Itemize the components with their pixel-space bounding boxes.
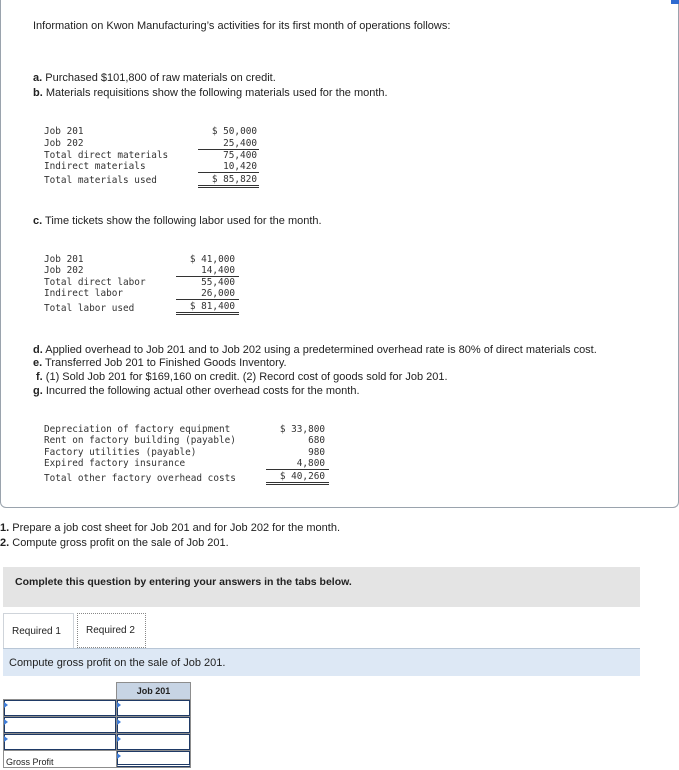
- item-d-letter: d.: [33, 344, 43, 356]
- table-header-blank: [4, 683, 117, 700]
- tab-required-1-label: Required 1: [12, 625, 61, 637]
- table-column-header: Job 201: [117, 683, 191, 700]
- item-a: [33, 72, 276, 84]
- materials-value: $ 50,000: [211, 126, 257, 137]
- item-g: [33, 385, 360, 397]
- gross-profit-field[interactable]: [117, 751, 190, 767]
- item-c: [33, 215, 322, 227]
- gross-profit-label: Gross Profit: [4, 751, 117, 768]
- item-f-text: (1) Sold Job 201 for $169,160 on credit. (2) Record cost of goods sold for Job 201.: [42, 371, 448, 383]
- prompt-text: Compute gross profit on the sale of Job 201.: [9, 656, 226, 669]
- item-d-text: Applied overhead to Job 201 and to Job 202 using a predetermined overhead rate is 80% of direct materials cost.: [42, 344, 597, 356]
- row-label-input[interactable]: [4, 717, 117, 734]
- overhead-value: 4,800: [266, 458, 329, 470]
- materials-total-value: $ 85,820: [198, 174, 259, 188]
- question-1-number: 1.: [0, 522, 10, 534]
- labor-label: Indirect labor: [44, 288, 124, 299]
- labor-total-label: Total labor used: [44, 303, 135, 314]
- question-2-text: Compute gross profit on the sale of Job 201.: [9, 537, 229, 549]
- materials-value: 10,420: [198, 161, 259, 173]
- item-e-letter: e.: [33, 357, 43, 369]
- overhead-label: Depreciation of factory equipment: [44, 424, 231, 435]
- item-b-letter: b.: [33, 87, 43, 99]
- row-label-input[interactable]: [4, 700, 117, 717]
- table-row-gross-profit: [4, 751, 191, 768]
- labor-label: Job 202: [44, 265, 84, 276]
- item-a-text: Purchased $101,800 of raw materials on credit.: [42, 72, 276, 84]
- labor-value: $ 41,000: [189, 254, 235, 265]
- overhead-label: Expired factory insurance: [44, 458, 186, 469]
- tab-required-2-label: Required 2: [86, 625, 135, 636]
- materials-label: Job 201: [44, 126, 84, 137]
- row-value-field[interactable]: [117, 734, 190, 750]
- row-label-field[interactable]: [4, 717, 116, 733]
- row-value-input[interactable]: [117, 700, 191, 717]
- item-b-text: Materials requisitions show the following materials used for the month.: [42, 87, 388, 99]
- labor-total-value: $ 81,400: [176, 301, 239, 315]
- materials-label: Indirect materials: [44, 161, 146, 172]
- item-f-letter: f.: [36, 371, 43, 383]
- labor-label: Total direct labor: [44, 277, 146, 288]
- item-b: [33, 87, 388, 99]
- row-label-field[interactable]: [4, 700, 116, 716]
- materials-value: 25,400: [198, 138, 259, 150]
- materials-total-label: Total materials used: [44, 175, 157, 186]
- overhead-value: $ 33,800: [279, 424, 325, 435]
- table-header-row: [4, 683, 191, 700]
- table-row: [4, 700, 191, 717]
- labor-value: 14,400: [176, 265, 239, 277]
- item-c-letter: c.: [33, 215, 43, 227]
- materials-value: 75,400: [223, 150, 257, 161]
- item-d: [33, 344, 597, 356]
- row-value-input[interactable]: [117, 734, 191, 751]
- overhead-total-label: Total other factory overhead costs: [44, 473, 236, 484]
- instruction-box: [3, 567, 640, 607]
- row-label-field[interactable]: [4, 734, 116, 750]
- tab-required-2[interactable]: [77, 613, 146, 648]
- row-value-field[interactable]: [117, 717, 190, 733]
- row-label-input[interactable]: [4, 734, 117, 751]
- tab-required-1[interactable]: [3, 613, 74, 648]
- materials-label: Job 202: [44, 138, 84, 149]
- table-row: [4, 717, 191, 734]
- overhead-total-value: $ 40,260: [266, 471, 329, 485]
- labor-value: 26,000: [176, 288, 239, 300]
- row-value-input[interactable]: [117, 717, 191, 734]
- prompt-bar: [3, 648, 640, 676]
- gross-profit-input[interactable]: [117, 751, 191, 768]
- instruction-text: Complete this question by entering your answers in the tabs below.: [15, 576, 352, 588]
- item-e: [33, 357, 287, 369]
- labor-label: Job 201: [44, 254, 84, 265]
- overhead-label: Factory utilities (payable): [44, 447, 197, 458]
- row-value-field[interactable]: [117, 700, 190, 716]
- overhead-label: Rent on factory building (payable): [44, 435, 236, 446]
- question-1-text: Prepare a job cost sheet for Job 201 and for Job 202 for the month.: [9, 522, 341, 534]
- item-e-text: Transferred Job 201 to Finished Goods Inventory.: [42, 357, 287, 369]
- overhead-value: 980: [308, 447, 325, 458]
- item-c-text: Time tickets show the following labor used for the month.: [42, 215, 322, 227]
- labor-value: 55,400: [201, 277, 235, 288]
- gross-profit-table: [3, 682, 191, 768]
- item-g-text: Incurred the following actual other overhead costs for the month.: [42, 385, 360, 397]
- corner-accent: [671, 0, 679, 4]
- question-2-number: 2.: [0, 537, 10, 549]
- overhead-value: 680: [308, 435, 325, 446]
- item-g-letter: g.: [33, 385, 43, 397]
- item-f: [36, 371, 448, 383]
- question-1: [0, 522, 340, 534]
- intro-text: Information on Kwon Manufacturing’s activities for its first month of operations follows:: [33, 20, 451, 32]
- question-2: [0, 537, 229, 549]
- item-a-letter: a.: [33, 72, 43, 84]
- materials-label: Total direct materials: [44, 150, 169, 161]
- table-row: [4, 734, 191, 751]
